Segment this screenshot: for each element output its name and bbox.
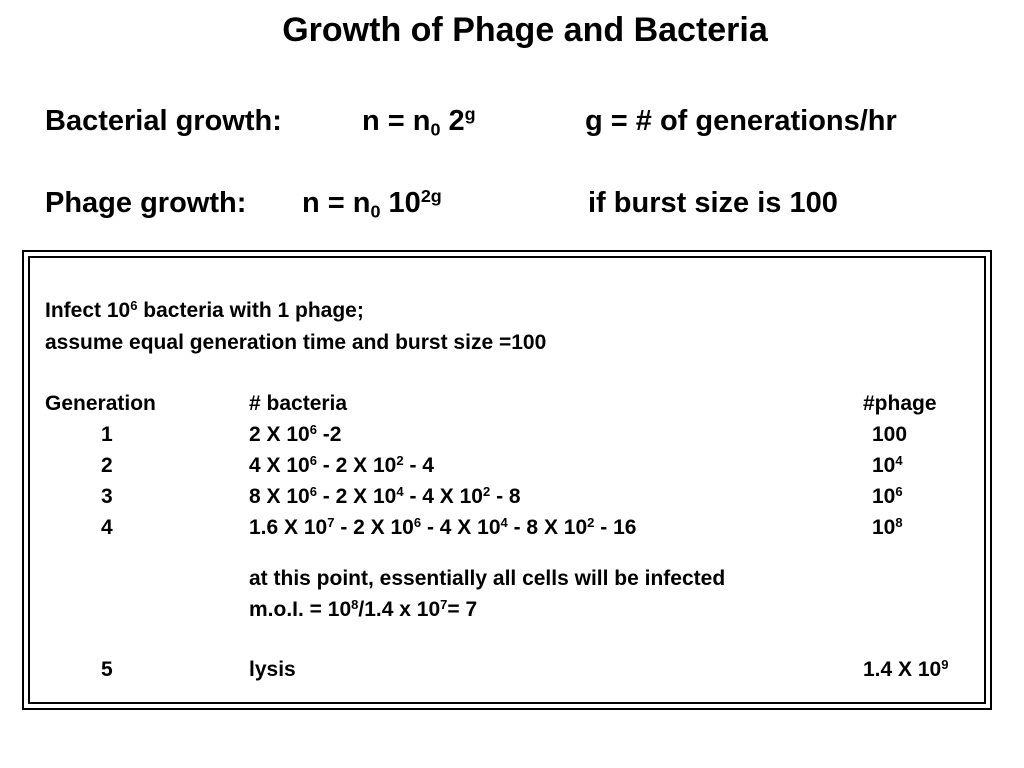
phage-count: $10^8$ [872,514,903,539]
bacteria-count: 4 X $10^6 - 2$ X $10^2 - 4$ [249,452,434,477]
page-title: Growth of Phage and Bacteria [282,11,768,49]
lysis-generation: 5 [101,658,113,681]
bacterial-growth-label: Bacterial growth: [45,105,282,137]
assumption-statement: assume equal generation time and burst size =100 [45,331,547,354]
generation-number: 1 [101,423,113,446]
generations-note: g = # of generations/hr [585,105,897,137]
header-bacteria: # bacteria [249,392,348,415]
infection-note: at this point, essentially all cells will be infected [249,567,726,590]
infect-statement: Infect $10^6$ bacteria with 1 phage; [45,297,364,322]
burst-size-note: if burst size is 100 [588,187,838,219]
lysis-label: lysis [249,658,296,681]
phage-growth-label: Phage growth: [45,187,247,219]
bacteria-count: 1.6 X $10^7 - 2$ X $10^6 - 4$ X $10^4 - 8$ X $10^2 - 16$ [249,514,637,539]
bacterial-growth-equation: $n = n_0$ 2$^g$ [362,104,476,140]
lysis-phage-count: 1.4 X $10^9$ [863,656,949,681]
header-phage: #phage [863,392,937,415]
phage-growth-equation: $n = n_0$ $10^{2g}$ [302,186,442,222]
generation-number: 3 [101,485,113,508]
bacteria-count: 8 X $10^6 - 2$ X $10^4 - 4$ X $10^2 - 8$ [249,483,521,508]
phage-count: $10^6$ [872,483,903,508]
phage-count: 100 [872,423,908,446]
moi-calculation: m.o.I. = $10^8/1.4$ x $10^7= 7$ [249,596,478,621]
bacteria-count: 2 X $10^6$ -2 [249,421,342,446]
generation-number: 4 [101,516,113,539]
generation-number: 2 [101,454,113,477]
header-generation: Generation [45,392,156,415]
phage-count: $10^4$ [872,452,903,477]
